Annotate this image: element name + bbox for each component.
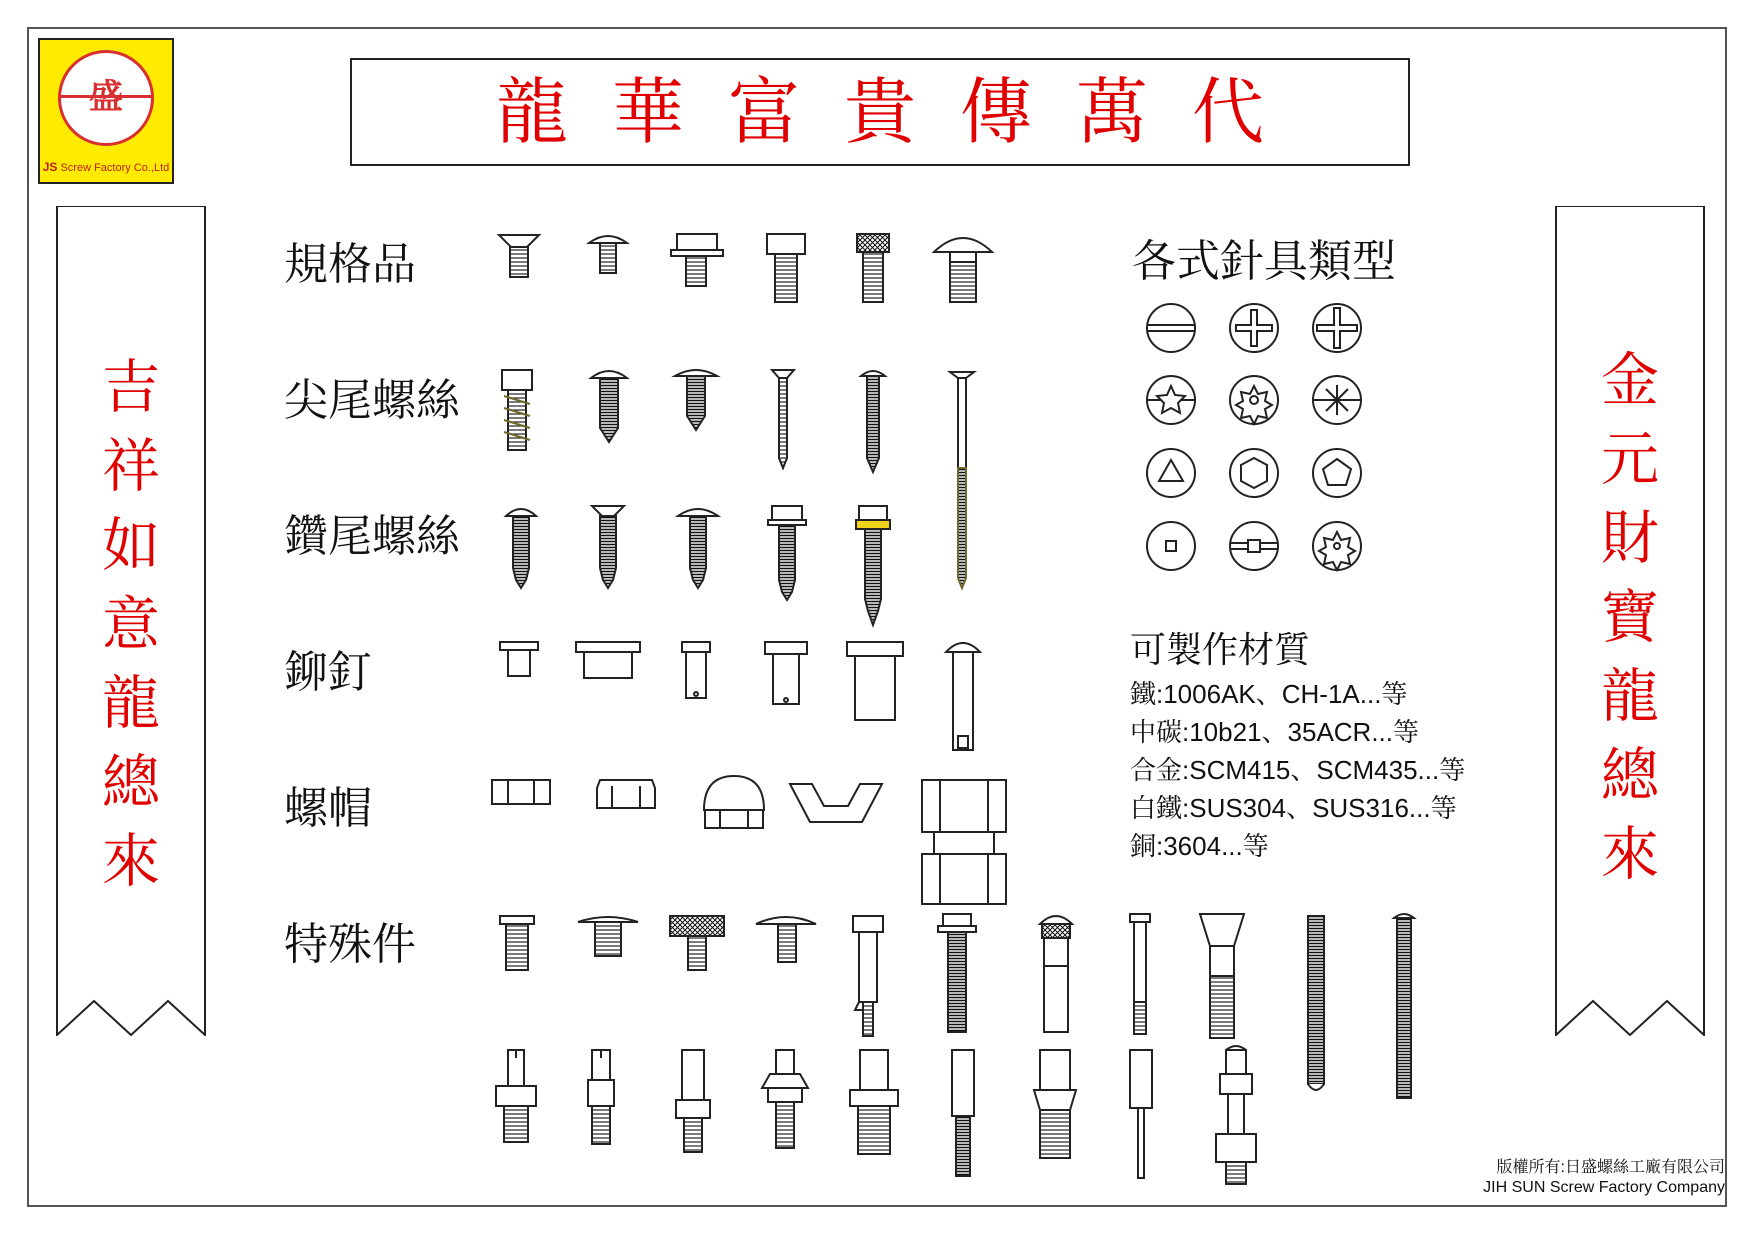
material-line: 合金:SCM415、SCM435...等 [1130, 755, 1466, 785]
right-banner [1555, 206, 1705, 1036]
title-box [350, 58, 1410, 166]
copyright-line-1: 版權所有:日盛螺絲工廠有限公司 [1496, 1159, 1725, 1176]
copyright [1483, 1158, 1725, 1198]
category-rivet: 鉚釘 [284, 648, 372, 697]
drive-types-title: 各式針具類型 [1132, 237, 1396, 286]
category-standard: 規格品 [284, 240, 416, 289]
copyright-line-2: JIH SUN Screw Factory Company [1483, 1179, 1725, 1196]
logo-char: 盛 [89, 77, 123, 117]
material-line: 鐵:1006AK、CH-1A...等 [1130, 679, 1408, 709]
material-line: 中碳:10b21、35ACR...等 [1130, 717, 1420, 747]
category-tapping-screw: 尖尾螺絲 [284, 376, 460, 425]
page-title: 龍華富貴傳萬代 [495, 70, 1308, 154]
left-banner [56, 206, 206, 1036]
left-banner-text: 吉 祥 如 意 龍 總 來 [101, 353, 160, 895]
right-banner-text: 金 元 財 寶 龍 總 來 [1600, 346, 1659, 888]
company-logo [38, 38, 174, 184]
material-line: 白鐵:SUS304、SUS316...等 [1130, 793, 1457, 823]
materials-title: 可製作材質 [1130, 629, 1311, 670]
page-frame [27, 27, 1727, 1207]
material-line: 銅:3604...等 [1130, 831, 1269, 861]
category-nut: 螺帽 [284, 784, 372, 833]
category-special: 特殊件 [284, 920, 416, 969]
logo-company-text: JS Screw Factory Co.,Ltd [42, 160, 170, 174]
category-drilling-screw: 鑽尾螺絲 [284, 512, 460, 561]
logo-seal [58, 50, 154, 146]
